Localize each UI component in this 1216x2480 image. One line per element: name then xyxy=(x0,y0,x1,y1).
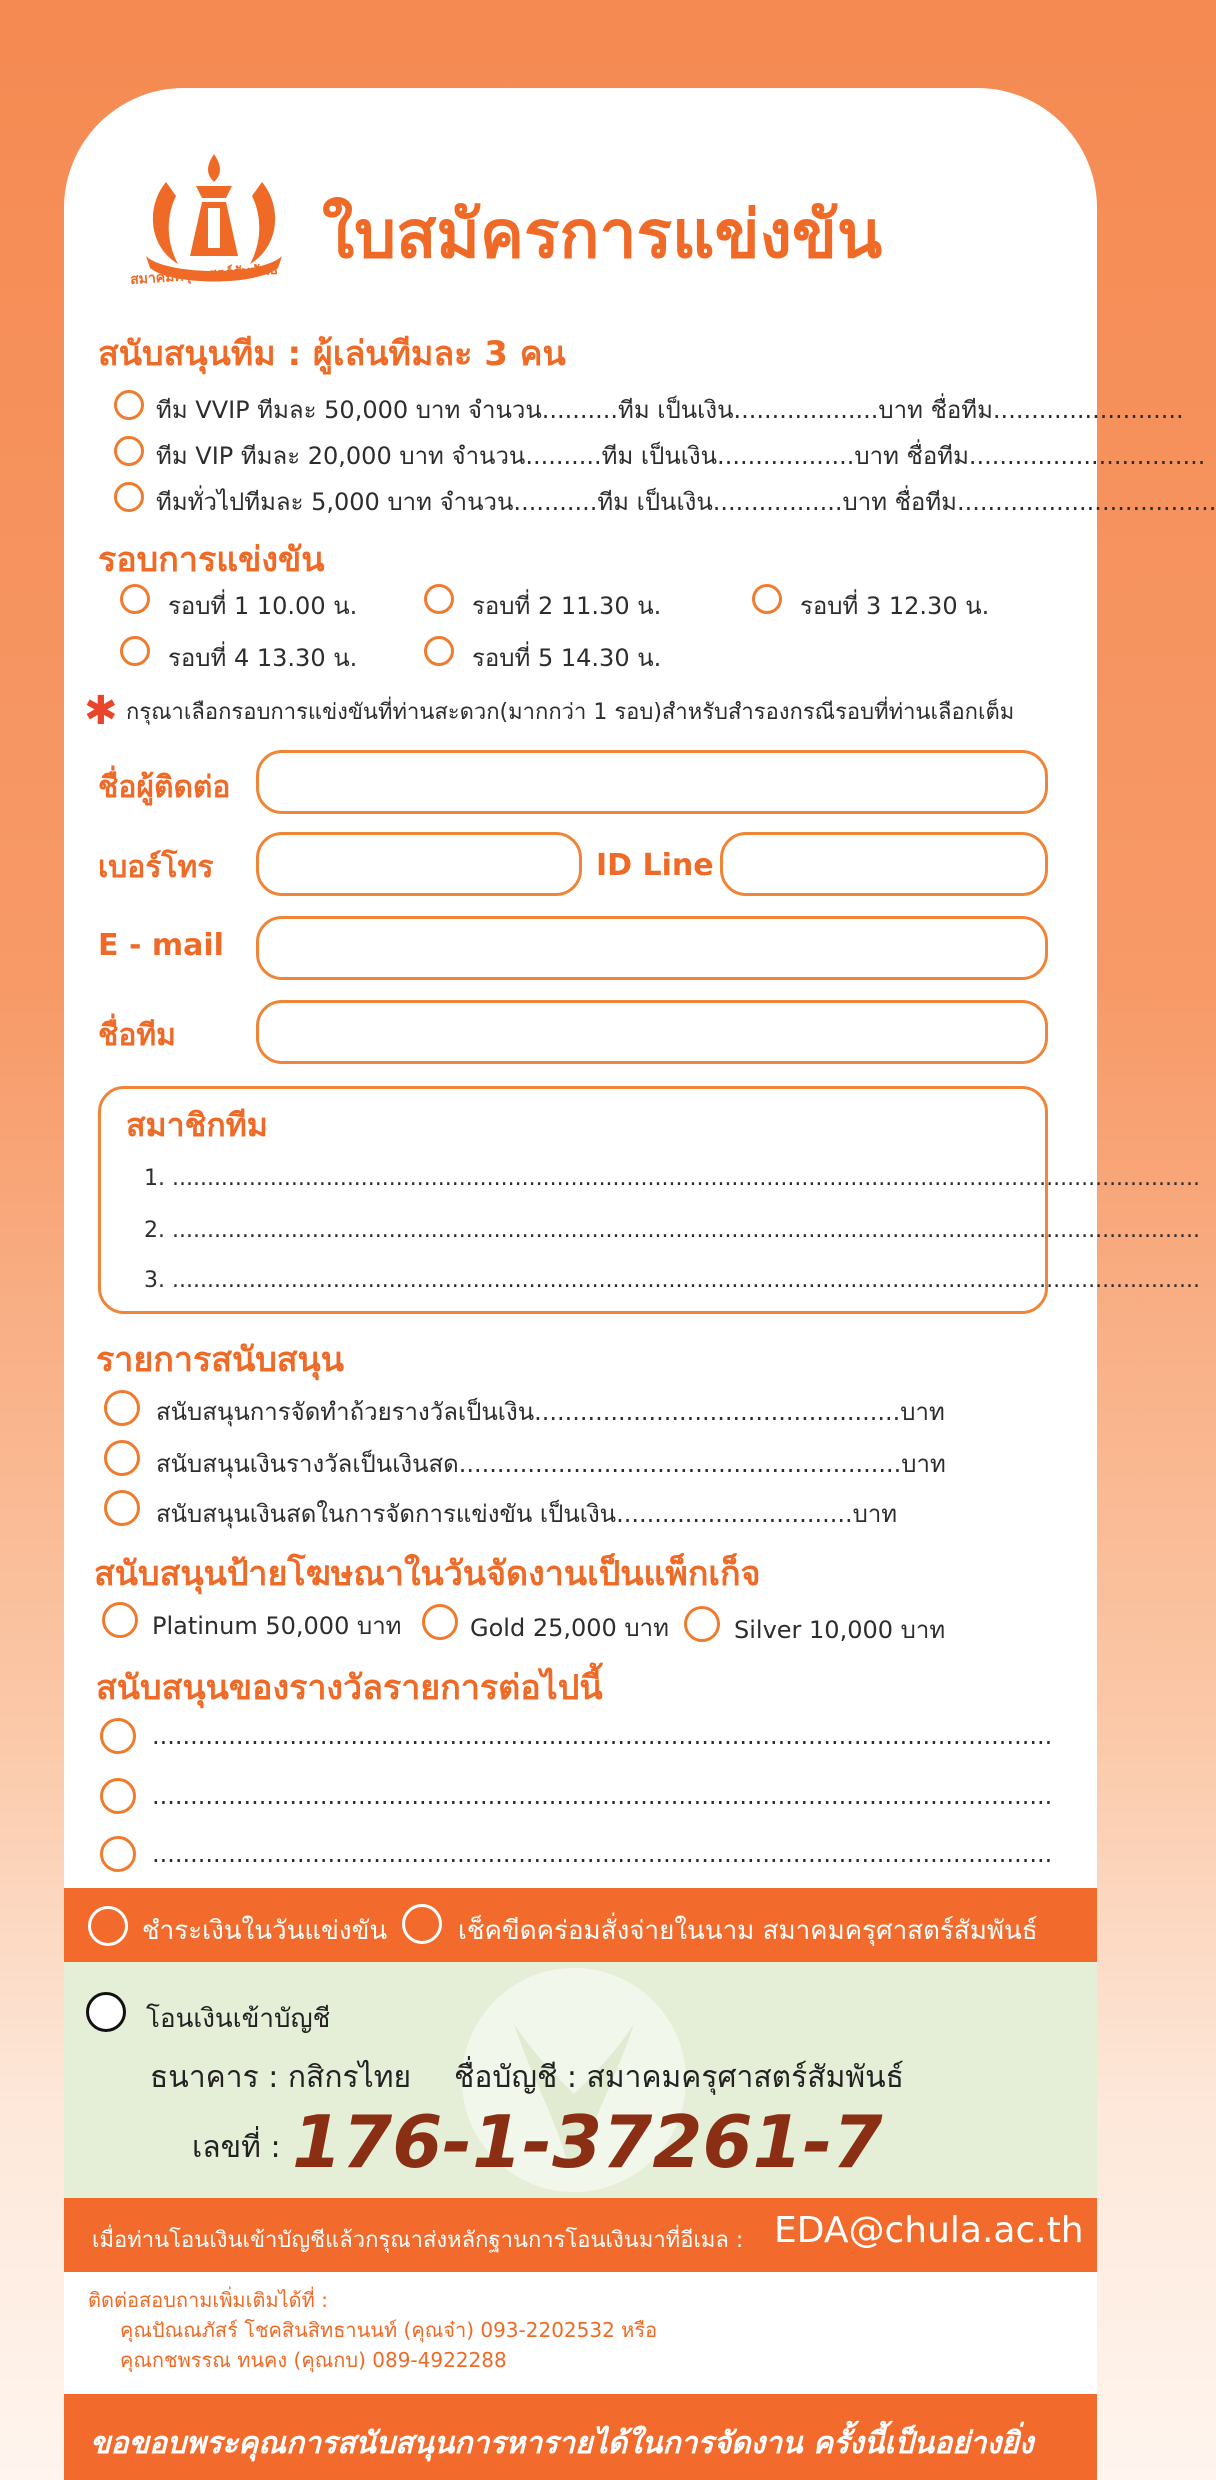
prize-row-1[interactable]: ...................................................................................................................... xyxy=(152,1722,1053,1750)
sponsor-heading: รายการสนับสนุน xyxy=(96,1340,345,1380)
prize-row-2[interactable]: ...................................................................................................................... xyxy=(152,1782,1053,1810)
email-label: E - mail xyxy=(98,928,224,963)
line-id-input[interactable] xyxy=(720,832,1048,896)
sponsor-event-cash-radio[interactable] xyxy=(104,1490,140,1526)
bank-name: ธนาคาร : กสิกรไทย xyxy=(150,2060,412,2095)
ads-platinum-label: Platinum 50,000 บาท xyxy=(152,1612,402,1640)
pay-cash-label: ชำระเงินในวันแข่งขัน xyxy=(142,1916,388,1946)
round-4-radio[interactable] xyxy=(120,636,150,666)
footer-text: ขอขอบพระคุณการสนับสนุนการหารายได้ในการจัดงาน ครั้งนี้เป็นอย่างยิ่ง xyxy=(90,2426,1034,2461)
team-general-label: ทีมทั่วไปทีมละ 5,000 บาท จำนวน...........ทีม เป็นเงิน.................บาท ชื่อทีม.................................. xyxy=(156,488,1216,516)
team-vvip-radio[interactable] xyxy=(114,390,144,420)
sponsor-cash-prize-label: สนับสนุนเงินรางวัลเป็นเงินสด..........................................................บาท xyxy=(156,1450,946,1478)
member-row-2[interactable]: 2. ................................................................................................................................................... xyxy=(144,1218,1200,1243)
round-1-label: รอบที่ 1 10.00 น. xyxy=(168,592,358,620)
contact-name-input[interactable] xyxy=(256,750,1048,814)
sponsor-trophy-label: สนับสนุนการจัดทำถ้วยรางวัลเป็นเงิน................................................บาท xyxy=(156,1398,945,1426)
email-input[interactable] xyxy=(256,916,1048,980)
page-title: ใบสมัครการแข่งขัน xyxy=(322,196,883,273)
round-2-radio[interactable] xyxy=(424,584,454,614)
rounds-heading: รอบการแข่งขัน xyxy=(98,540,325,580)
sponsor-cash-prize-radio[interactable] xyxy=(104,1440,140,1476)
ads-gold-radio[interactable] xyxy=(422,1604,458,1640)
team-vvip-label: ทีม VVIP ทีมละ 50,000 บาท จำนวน..........ทีม เป็นเงิน...................บาท ชื่อทีม......................... xyxy=(156,396,1184,424)
application-form-card xyxy=(64,88,1216,2480)
prize-row-3[interactable]: ...................................................................................................................... xyxy=(152,1840,1053,1868)
prize-1-radio[interactable] xyxy=(100,1718,136,1754)
prizes-heading: สนับสนุนของรางวัลรายการต่อไปนี้ xyxy=(96,1668,603,1708)
pay-transfer-label: โอนเงินเข้าบัญชี xyxy=(146,2004,331,2034)
contact-heading: ติดต่อสอบถามเพิ่มเติมได้ที่ : xyxy=(88,2288,328,2312)
proof-text: เมื่อท่านโอนเงินเข้าบัญชีแล้วกรุณาส่งหลักฐานการโอนเงินมาที่อีเมล : xyxy=(92,2228,744,2253)
team-vip-label: ทีม VIP ทีมละ 20,000 บาท จำนวน..........ทีม เป็นเงิน..................บาท ชื่อทีม............................... xyxy=(156,442,1206,470)
rounds-note: กรุณาเลือกรอบการแข่งขันที่ท่านสะดวก(มากกว่า 1 รอบ)สำหรับสำรองกรณีรอบที่ท่านเลือกเต็ม xyxy=(126,700,1015,725)
sponsor-trophy-radio[interactable] xyxy=(104,1390,140,1426)
round-3-label: รอบที่ 3 12.30 น. xyxy=(800,592,990,620)
logo-text: สมาคมครุศาสตร์สัมพันธ์ xyxy=(129,261,279,289)
team-heading: สนับสนุนทีม : ผู้เล่นทีมละ 3 คน xyxy=(98,334,566,374)
account-number: 176-1-37261-7 xyxy=(292,2100,883,2184)
pay-cheque-radio[interactable] xyxy=(402,1904,442,1944)
ads-platinum-radio[interactable] xyxy=(102,1602,138,1638)
line-id-label: ID Line xyxy=(596,848,714,883)
team-vip-radio[interactable] xyxy=(114,436,144,466)
members-heading: สมาชิกทีม xyxy=(126,1106,268,1144)
ads-silver-radio[interactable] xyxy=(684,1606,720,1642)
team-general-radio[interactable] xyxy=(114,482,144,512)
round-1-radio[interactable] xyxy=(120,584,150,614)
ads-silver-label: Silver 10,000 บาท xyxy=(734,1616,946,1644)
prize-2-radio[interactable] xyxy=(100,1778,136,1814)
round-5-label: รอบที่ 5 14.30 น. xyxy=(472,644,662,672)
member-row-3[interactable]: 3. ................................................................................................................................................... xyxy=(144,1268,1200,1293)
contact-line-2: คุณกชพรรณ ทนคง (คุณกบ) 089-4922288 xyxy=(120,2348,507,2372)
prize-3-radio[interactable] xyxy=(100,1836,136,1872)
round-3-radio[interactable] xyxy=(752,584,782,614)
contact-line-1: คุณปัณณภัสร์ โชคสินสิทธานนท์ (คุณจ๋า) 093-2202532 หรือ xyxy=(120,2318,658,2342)
round-2-label: รอบที่ 2 11.30 น. xyxy=(472,592,662,620)
proof-email[interactable]: EDA@chula.ac.th xyxy=(774,2210,1084,2251)
ads-gold-label: Gold 25,000 บาท xyxy=(470,1614,669,1642)
phone-input[interactable] xyxy=(256,832,582,896)
account-name: ชื่อบัญชี : สมาคมครุศาสตร์สัมพันธ์ xyxy=(454,2060,904,2095)
team-name-input[interactable] xyxy=(256,1000,1048,1064)
member-row-1[interactable]: 1. ................................................................................................................................................... xyxy=(144,1166,1200,1191)
account-number-label: เลขที่ : xyxy=(192,2130,281,2165)
phone-label: เบอร์โทร xyxy=(98,850,214,885)
contact-label: ชื่อผู้ติดต่อ xyxy=(98,770,231,805)
round-5-radio[interactable] xyxy=(424,636,454,666)
sponsor-event-cash-label: สนับสนุนเงินสดในการจัดการแข่งขัน เป็นเงิน...............................บาท xyxy=(156,1500,898,1528)
pay-cheque-label: เช็คขีดคร่อมสั่งจ่ายในนาม สมาคมครุศาสตร์สัมพันธ์ xyxy=(458,1916,1038,1946)
ads-heading: สนับสนุนป้ายโฆษณาในวันจัดงานเป็นแพ็กเก็จ xyxy=(94,1554,761,1594)
pay-transfer-radio[interactable] xyxy=(86,1992,126,2032)
pay-cash-radio[interactable] xyxy=(88,1906,128,1946)
round-4-label: รอบที่ 4 13.30 น. xyxy=(168,644,358,672)
team-name-label: ชื่อทีม xyxy=(98,1018,176,1053)
asterisk-icon: ✱ xyxy=(84,688,118,734)
